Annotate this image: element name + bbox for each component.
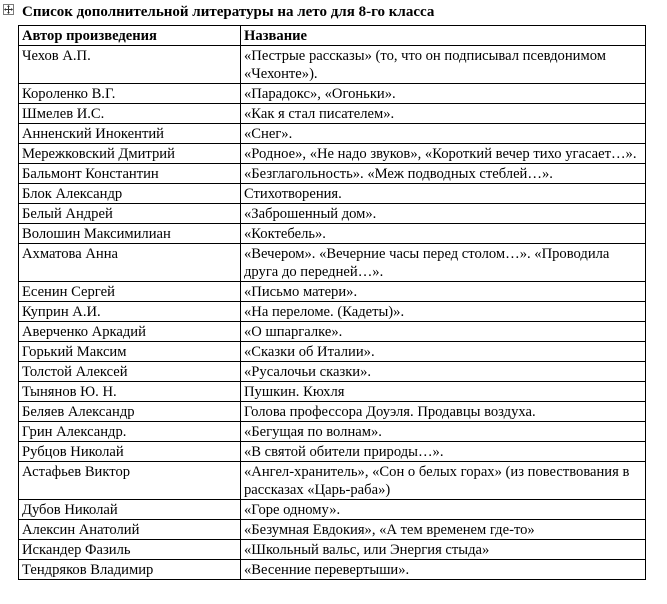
table-row (19, 244, 646, 282)
move-arrows-icon (4, 5, 13, 14)
author-cell: Ахматова Анна (19, 244, 241, 282)
author-cell: Горький Максим (19, 342, 241, 362)
work-cell: «Бегущая по волнам». (241, 422, 646, 442)
work-cell: «Пестрые рассказы» (то, что он подписывал псевдонимом «Чехонте»). (241, 46, 646, 84)
work-cell: «Горе одному». (241, 500, 646, 520)
work-column-header: Название (241, 26, 646, 46)
author-cell: Бальмонт Константин (19, 164, 241, 184)
work-cell: «В святой обители природы…». (241, 442, 646, 462)
author-cell: Короленко В.Г. (19, 84, 241, 104)
table-row (19, 342, 646, 362)
work-cell: Стихотворения. (241, 184, 646, 204)
author-cell: Тендряков Владимир (19, 560, 241, 580)
work-cell: «Сказки об Италии». (241, 342, 646, 362)
work-cell: «Ангел-хранитель», «Сон о белых горах» (из повествования в рассказах «Царь-раба») (241, 462, 646, 500)
work-cell: Пушкин. Кюхля (241, 382, 646, 402)
work-cell: «На переломе. (Кадеты)». (241, 302, 646, 322)
work-cell: «Родное», «Не надо звуков», «Короткий вечер тихо угасает…». (241, 144, 646, 164)
table-header-row (19, 26, 646, 46)
work-cell: «Парадокс», «Огоньки». (241, 84, 646, 104)
work-cell: «Русалочьи сказки». (241, 362, 646, 382)
author-cell: Алексин Анатолий (19, 520, 241, 540)
table-row (19, 382, 646, 402)
table-row (19, 462, 646, 500)
table-row (19, 46, 646, 84)
table-row (19, 540, 646, 560)
work-cell: «Коктебель». (241, 224, 646, 244)
author-cell: Грин Александр. (19, 422, 241, 442)
table-row (19, 500, 646, 520)
author-cell: Дубов Николай (19, 500, 241, 520)
author-cell: Шмелев И.С. (19, 104, 241, 124)
work-cell: «Как я стал писателем». (241, 104, 646, 124)
table-row (19, 302, 646, 322)
author-cell: Тынянов Ю. Н. (19, 382, 241, 402)
author-column-header: Автор произведения (19, 26, 241, 46)
table-row (19, 224, 646, 244)
table-move-handle[interactable] (3, 4, 14, 15)
document-title: Список дополнительной литературы на лето для 8-го класса (22, 4, 435, 20)
table-row (19, 84, 646, 104)
table-row (19, 422, 646, 442)
author-cell: Блок Александр (19, 184, 241, 204)
table-row (19, 104, 646, 124)
author-cell: Есенин Сергей (19, 282, 241, 302)
table-row (19, 164, 646, 184)
work-cell: «О шпаргалке». (241, 322, 646, 342)
table-row (19, 560, 646, 580)
author-cell: Рубцов Николай (19, 442, 241, 462)
work-cell: «Заброшенный дом». (241, 204, 646, 224)
work-cell: «Вечером». «Вечерние часы перед столом…». «Проводила друга до передней…». (241, 244, 646, 282)
author-cell: Аверченко Аркадий (19, 322, 241, 342)
table-row (19, 124, 646, 144)
table-row (19, 402, 646, 422)
author-cell: Волошин Максимилиан (19, 224, 241, 244)
work-cell: Голова профессора Доуэля. Продавцы воздуха. (241, 402, 646, 422)
work-cell: «Безумная Евдокия», «А тем временем где-то» (241, 520, 646, 540)
table-row (19, 442, 646, 462)
table-row (19, 184, 646, 204)
work-cell: «Снег». (241, 124, 646, 144)
author-cell: Куприн А.И. (19, 302, 241, 322)
literature-table (18, 25, 646, 580)
table-row (19, 144, 646, 164)
table-row (19, 204, 646, 224)
author-cell: Мережковский Дмитрий (19, 144, 241, 164)
work-cell: «Письмо матери». (241, 282, 646, 302)
table-row (19, 362, 646, 382)
author-cell: Анненский Инокентий (19, 124, 241, 144)
author-cell: Искандер Фазиль (19, 540, 241, 560)
table-row (19, 282, 646, 302)
author-cell: Астафьев Виктор (19, 462, 241, 500)
author-cell: Белый Андрей (19, 204, 241, 224)
work-cell: «Школьный вальс, или Энергия стыда» (241, 540, 646, 560)
author-cell: Толстой Алексей (19, 362, 241, 382)
table-row (19, 322, 646, 342)
work-cell: «Безглагольность». «Меж подводных стеблей…». (241, 164, 646, 184)
table-row (19, 520, 646, 540)
work-cell: «Весенние перевертыши». (241, 560, 646, 580)
author-cell: Чехов А.П. (19, 46, 241, 84)
author-cell: Беляев Александр (19, 402, 241, 422)
